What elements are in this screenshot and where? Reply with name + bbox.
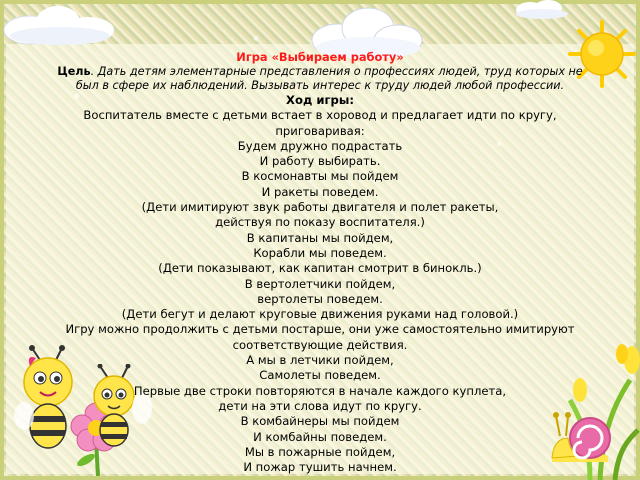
- text-line: В вертолетчики пойдем,: [244, 276, 396, 291]
- document-title: Игра «Выбираем работу»: [236, 50, 404, 64]
- goal-paragraph: [0, 65, 640, 93]
- text-line: Игру можно продолжить с детьми постарше, они уже самостоятельно имитируют: [65, 322, 575, 337]
- text-line: действуя по показу воспитателя.): [215, 215, 425, 230]
- document-body: [0, 50, 640, 475]
- text-line: В комбайнеры мы пойдем: [240, 414, 400, 429]
- text-line: А мы в летчики пойдем,: [246, 353, 394, 368]
- text-line: В космонавты мы пойдем: [241, 169, 399, 184]
- text-line: приговаривая:: [275, 123, 365, 138]
- goal-text-line-1: . Дать детям элементарные представления о профессиях людей, труд которых не: [90, 65, 583, 78]
- text-line: Самолеты поведем.: [259, 368, 381, 383]
- text-line: дети на эти слова идут по кругу.: [218, 398, 422, 413]
- section-heading: Ход игры:: [286, 93, 354, 107]
- text-line: И ракеты поведем.: [261, 184, 379, 199]
- text-line: В капитаны мы пойдем,: [246, 230, 394, 245]
- text-line: И пожар тушить начнем.: [243, 460, 397, 475]
- goal-label: Цель: [57, 65, 91, 78]
- text-line: (Дети показывают, как капитан смотрит в бинокль.): [158, 261, 482, 276]
- text-line: Корабли мы поведем.: [253, 245, 387, 260]
- text-line: (Дети имитируют звук работы двигателя и полет ракеты,: [141, 200, 499, 215]
- text-line: И комбайны поведем.: [253, 429, 387, 444]
- text-line: соответствующие действия.: [232, 337, 408, 352]
- cloud-icon: [0, 0, 120, 48]
- text-line: вертолеты поведем.: [257, 291, 383, 306]
- text-line: Мы в пожарные пойдем,: [244, 444, 396, 459]
- goal-text-line-2: был в сфере их наблюдений. Вызывать интерес к труду людей любой профессии.: [75, 79, 565, 92]
- text-line: Будем дружно подрастать: [237, 138, 403, 153]
- text-line: И работу выбирать.: [259, 154, 381, 169]
- text-line: (Дети бегут и делают круговые движения руками над головой.): [121, 307, 519, 322]
- text-line: Первые две строки повторяются в начале каждого куплета,: [133, 383, 507, 398]
- text-line: Воспитатель вместе с детьми встает в хоровод и предлагает идти по кругу,: [83, 108, 557, 123]
- cloud-icon: [514, 0, 570, 20]
